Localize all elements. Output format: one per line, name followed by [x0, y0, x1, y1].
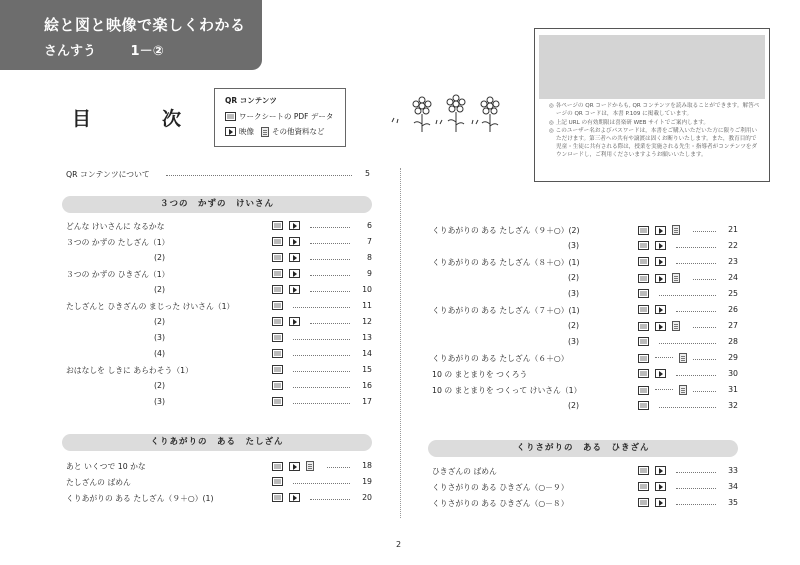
content-icons	[638, 225, 680, 235]
leader-dots	[293, 371, 350, 372]
leader-dots	[676, 504, 716, 505]
toc-entry-sublabel: (2)	[568, 321, 580, 330]
leader-dots	[310, 227, 350, 228]
content-icons	[272, 269, 300, 278]
content-icons	[272, 301, 283, 310]
worksheet-pdf-icon[interactable]	[272, 349, 283, 358]
toc-page-number: 32	[728, 401, 738, 410]
toc-entry-sublabel: (3)	[568, 337, 580, 346]
toc-entry-label: くりあがりの ある たしざん（８＋○）(1)	[432, 258, 580, 267]
content-icons	[638, 466, 666, 475]
video-icon[interactable]	[289, 317, 300, 326]
toc-page-number: 26	[728, 305, 738, 314]
worksheet-pdf-icon[interactable]	[638, 337, 649, 346]
leader-dots	[293, 403, 350, 404]
leader-dots	[293, 483, 350, 484]
toc-row[interactable]	[432, 466, 738, 480]
content-icons	[272, 237, 300, 246]
toc-row[interactable]	[432, 225, 738, 239]
toc-row[interactable]	[66, 301, 372, 315]
worksheet-pdf-icon[interactable]	[272, 301, 283, 310]
content-icons	[638, 482, 666, 491]
worksheet-pdf-icon[interactable]	[272, 221, 283, 230]
toc-entry-sublabel: (3)	[154, 397, 166, 406]
legend-pdf-row	[225, 111, 333, 122]
content-icons	[638, 289, 649, 298]
leader-dots	[310, 499, 350, 500]
content-icons	[272, 349, 283, 358]
toc-row[interactable]	[66, 285, 372, 299]
worksheet-pdf-icon[interactable]	[272, 477, 283, 486]
toc-entry-sublabel: (2)	[568, 401, 580, 410]
book-series-title: 絵と図と映像で楽しくわかる	[44, 16, 246, 34]
leader-dots	[693, 359, 716, 360]
toc-entry-label: 10 の まとまりを つくろう	[432, 370, 528, 379]
toc-page-number: 34	[728, 482, 738, 491]
document-icon	[261, 127, 269, 137]
legend-pdf-label: ワークシートの PDF データ	[239, 112, 334, 121]
flower-illustration	[384, 94, 504, 134]
toc-page-number: 14	[362, 349, 372, 358]
content-icons	[638, 369, 666, 378]
video-icon[interactable]	[655, 274, 666, 283]
content-icons	[638, 385, 687, 395]
worksheet-pdf-icon[interactable]	[272, 333, 283, 342]
worksheet-pdf-icon	[225, 112, 236, 121]
leader-dots	[655, 389, 673, 391]
toc-entry-label: どんな けいさんに なるかな	[66, 222, 165, 231]
toc-entry-sublabel: (3)	[154, 333, 166, 342]
worksheet-pdf-icon[interactable]	[638, 289, 649, 298]
leader-dots	[293, 307, 350, 308]
content-icons	[638, 498, 666, 507]
video-icon[interactable]	[289, 237, 300, 246]
content-icons	[272, 493, 300, 502]
document-icon[interactable]	[672, 225, 680, 235]
video-icon[interactable]	[655, 305, 666, 314]
toc-row[interactable]	[66, 349, 372, 363]
video-icon[interactable]	[655, 241, 666, 250]
leader-dots	[676, 472, 716, 473]
qr-legend	[214, 88, 346, 147]
content-icons	[272, 317, 300, 326]
leader-dots	[693, 327, 716, 328]
toc-row[interactable]	[432, 401, 738, 415]
toc-row[interactable]	[432, 498, 738, 512]
leader-dots	[676, 263, 716, 264]
leader-dots	[166, 175, 352, 176]
worksheet-pdf-icon[interactable]	[638, 274, 649, 283]
worksheet-pdf-icon[interactable]	[638, 482, 649, 491]
toc-page-number: 30	[728, 369, 738, 378]
toc-page-number: 35	[728, 498, 738, 507]
toc-entry-sublabel: (2)	[154, 381, 166, 390]
video-icon[interactable]	[289, 493, 300, 502]
leader-dots	[310, 323, 350, 324]
toc-row[interactable]	[66, 253, 372, 267]
toc-entry-label: くりあがりの ある たしざん（９＋○）(2)	[432, 226, 580, 235]
leader-dots	[659, 295, 716, 296]
toc-row[interactable]	[66, 333, 372, 347]
worksheet-pdf-icon[interactable]	[272, 237, 283, 246]
content-icons	[638, 257, 666, 266]
content-icons	[272, 285, 300, 294]
toc-entry-label: くりさがりの ある ひきざん（○－８）	[432, 499, 569, 508]
book-subtitle	[44, 40, 164, 59]
toc-row[interactable]	[432, 321, 738, 335]
worksheet-pdf-icon[interactable]	[272, 462, 283, 471]
leader-dots	[693, 231, 716, 232]
toc-page-number: 19	[362, 477, 372, 486]
video-icon[interactable]	[655, 482, 666, 491]
content-icons	[272, 397, 283, 406]
video-icon[interactable]	[289, 269, 300, 278]
video-icon[interactable]	[655, 498, 666, 507]
section-header: くりあがりの ある たしざん	[62, 434, 372, 451]
content-icons	[638, 305, 666, 314]
content-icons	[272, 477, 283, 486]
toc-page-number: 6	[367, 221, 372, 230]
toc-row[interactable]	[432, 353, 738, 367]
toc-entry-label: たしざんの ばめん	[66, 478, 131, 487]
content-icons	[638, 321, 680, 331]
worksheet-pdf-icon[interactable]	[272, 381, 283, 390]
video-icon[interactable]	[655, 322, 666, 331]
video-icon[interactable]	[655, 466, 666, 475]
toc-entry-sublabel: (3)	[568, 289, 580, 298]
toc-page-number: 23	[728, 257, 738, 266]
leader-dots	[327, 467, 350, 468]
worksheet-pdf-icon[interactable]	[638, 386, 649, 395]
leader-dots	[659, 343, 716, 344]
section-header: くりさがりの ある ひきざん	[428, 440, 738, 457]
toc-entry-label: くりあがりの ある たしざん（７＋○）(1)	[432, 306, 580, 315]
legend-title: QR コンテンツ	[225, 96, 277, 105]
leader-dots	[293, 355, 350, 356]
toc-page-number: 20	[362, 493, 372, 502]
video-icon[interactable]	[289, 253, 300, 262]
toc-row[interactable]	[66, 365, 372, 379]
toc-page-number: 7	[367, 237, 372, 246]
content-icons	[272, 381, 283, 390]
page-number: 2	[396, 540, 402, 549]
leader-dots	[310, 275, 350, 276]
toc-page-number: 11	[362, 301, 372, 310]
worksheet-pdf-icon[interactable]	[638, 241, 649, 250]
document-icon[interactable]	[679, 385, 687, 395]
info-note: ◎ 上記 URL の有効期限は喜楽研 WEB サイトでご案内します。	[549, 119, 709, 126]
toc-page-number: 21	[728, 225, 738, 234]
video-icon[interactable]	[289, 285, 300, 294]
worksheet-pdf-icon[interactable]	[638, 226, 649, 235]
leader-dots	[655, 357, 673, 359]
info-note: ◎ このユーザー名およびパスワードは，本書をご購入いただいた方に限りご利用いただけます。第三者への共有や譲渡は固くお断りいたします。また，教育目的で児童・生徒に共有される際は，授業を実施される先生・指導者がコンテンツをダウンロードし，ご利用くださいますようお願いいたします。	[549, 128, 758, 158]
worksheet-pdf-icon[interactable]	[638, 498, 649, 507]
document-icon[interactable]	[672, 273, 680, 283]
toc-entry-label: 10 の まとまりを つくって けいさん（1）	[432, 386, 582, 395]
content-icons	[272, 461, 314, 471]
toc-page-number: 8	[367, 253, 372, 262]
info-note: ◎ 各ページの QR コードからも, QR コンテンツを読み取ることができます。解答ページの QR コードは，本書 P.109 に掲載しています。	[549, 103, 760, 117]
legend-other-label: その他資料など	[272, 127, 325, 136]
worksheet-pdf-icon[interactable]	[272, 269, 283, 278]
section-header: ３つの かずの けいさん	[62, 196, 372, 213]
document-icon[interactable]	[306, 461, 314, 471]
qr-code-area	[539, 35, 765, 99]
info-notes	[549, 103, 761, 161]
leader-dots	[676, 247, 716, 248]
worksheet-pdf-icon[interactable]	[272, 253, 283, 262]
toc-entry-label: QR コンテンツについて	[66, 170, 150, 179]
toc-page-number: 15	[362, 365, 372, 374]
toc-page-number: 10	[362, 285, 372, 294]
content-icons	[638, 401, 649, 410]
toc-page-number: 13	[362, 333, 372, 342]
toc-row[interactable]	[432, 369, 738, 383]
toc-row[interactable]	[432, 337, 738, 351]
content-icons	[638, 353, 687, 363]
column-divider	[400, 168, 401, 518]
leader-dots	[659, 407, 716, 408]
toc-page-number: 17	[362, 397, 372, 406]
content-icons	[272, 333, 283, 342]
worksheet-pdf-icon[interactable]	[272, 317, 283, 326]
toc-entry-label: ３つの かずの たしざん（1）	[66, 238, 170, 247]
video-icon[interactable]	[655, 257, 666, 266]
grade-label: 1－②	[130, 44, 164, 59]
worksheet-pdf-icon[interactable]	[638, 466, 649, 475]
leader-dots	[293, 339, 350, 340]
toc-row[interactable]	[66, 317, 372, 331]
toc-entry-sublabel: (4)	[154, 349, 166, 358]
toc-row-qr-intro[interactable]	[66, 169, 372, 183]
toc-entry-label: くりさがりの ある ひきざん（○－９）	[432, 483, 569, 492]
content-icons	[638, 273, 680, 283]
toc-row[interactable]	[432, 482, 738, 496]
toc-row[interactable]	[66, 397, 372, 411]
video-icon[interactable]	[655, 369, 666, 378]
toc-page-number: 28	[728, 337, 738, 346]
content-icons	[638, 337, 649, 346]
video-icon[interactable]	[655, 226, 666, 235]
worksheet-pdf-icon[interactable]	[272, 493, 283, 502]
video-icon[interactable]	[289, 221, 300, 230]
toc-row[interactable]	[66, 237, 372, 251]
toc-page-number: 24	[728, 273, 738, 282]
worksheet-pdf-icon[interactable]	[638, 401, 649, 410]
legend-video-row	[225, 126, 325, 137]
toc-entry-label: ひきざんの ばめん	[432, 467, 497, 476]
leader-dots	[310, 259, 350, 260]
toc-row[interactable]	[432, 305, 738, 319]
toc-page-number: 25	[728, 289, 738, 298]
worksheet-pdf-icon[interactable]	[272, 285, 283, 294]
toc-row[interactable]	[432, 273, 738, 287]
toc-page-number: 9	[367, 269, 372, 278]
toc-entry-sublabel: (2)	[154, 253, 166, 262]
toc-row[interactable]	[66, 221, 372, 235]
toc-page-number: 31	[728, 385, 738, 394]
toc-page-number: 12	[362, 317, 372, 326]
toc-page-number: 16	[362, 381, 372, 390]
document-icon[interactable]	[672, 321, 680, 331]
content-icons	[638, 241, 666, 250]
toc-heading: 目 次	[72, 108, 208, 130]
toc-entry-label: くりあがりの ある たしざん（９＋○）(1)	[66, 494, 214, 503]
leader-dots	[693, 391, 716, 392]
toc-page-number: 29	[728, 353, 738, 362]
leader-dots	[676, 311, 716, 312]
worksheet-pdf-icon[interactable]	[272, 397, 283, 406]
worksheet-pdf-icon[interactable]	[638, 322, 649, 331]
qr-info-panel	[534, 28, 770, 182]
leader-dots	[310, 291, 350, 292]
toc-entry-sublabel: (2)	[154, 285, 166, 294]
toc-page-number: 22	[728, 241, 738, 250]
toc-row[interactable]	[432, 241, 738, 255]
toc-page-number: 18	[362, 461, 372, 470]
header-tab	[0, 0, 262, 70]
toc-page-number: 5	[365, 169, 370, 178]
toc-row[interactable]	[66, 381, 372, 395]
toc-row[interactable]	[66, 493, 372, 507]
worksheet-pdf-icon[interactable]	[638, 257, 649, 266]
subject-label: さんすう	[44, 44, 97, 59]
leader-dots	[310, 243, 350, 244]
worksheet-pdf-icon[interactable]	[638, 354, 649, 363]
toc-entry-sublabel: (2)	[568, 273, 580, 282]
video-icon[interactable]	[289, 462, 300, 471]
leader-dots	[693, 279, 716, 280]
toc-page-number: 33	[728, 466, 738, 475]
toc-entry-label: あと いくつで 10 かな	[66, 462, 146, 471]
document-icon[interactable]	[679, 353, 687, 363]
toc-entry-sublabel: (3)	[568, 241, 580, 250]
toc-entry-label: たしざんと ひきざんの まじった けいさん（1）	[66, 302, 235, 311]
leader-dots	[293, 387, 350, 388]
toc-row[interactable]	[432, 257, 738, 271]
content-icons	[272, 221, 300, 230]
toc-page-number: 27	[728, 321, 738, 330]
content-icons	[272, 365, 283, 374]
video-icon	[225, 127, 236, 136]
legend-video-label: 映像	[239, 127, 254, 136]
toc-entry-sublabel: (2)	[154, 317, 166, 326]
toc-row[interactable]	[432, 385, 738, 399]
toc-entry-label: おはなしを しきに あらわそう（1）	[66, 366, 193, 375]
worksheet-pdf-icon[interactable]	[638, 369, 649, 378]
toc-entry-label: ３つの かずの ひきざん（1）	[66, 270, 170, 279]
leader-dots	[676, 375, 716, 376]
worksheet-pdf-icon[interactable]	[638, 305, 649, 314]
toc-row[interactable]	[432, 289, 738, 303]
content-icons	[272, 253, 300, 262]
toc-entry-label: くりあがりの ある たしざん（６＋○）	[432, 354, 569, 363]
toc-row[interactable]	[66, 477, 372, 491]
toc-row[interactable]	[66, 461, 372, 475]
worksheet-pdf-icon[interactable]	[272, 365, 283, 374]
leader-dots	[676, 488, 716, 489]
toc-row[interactable]	[66, 269, 372, 283]
